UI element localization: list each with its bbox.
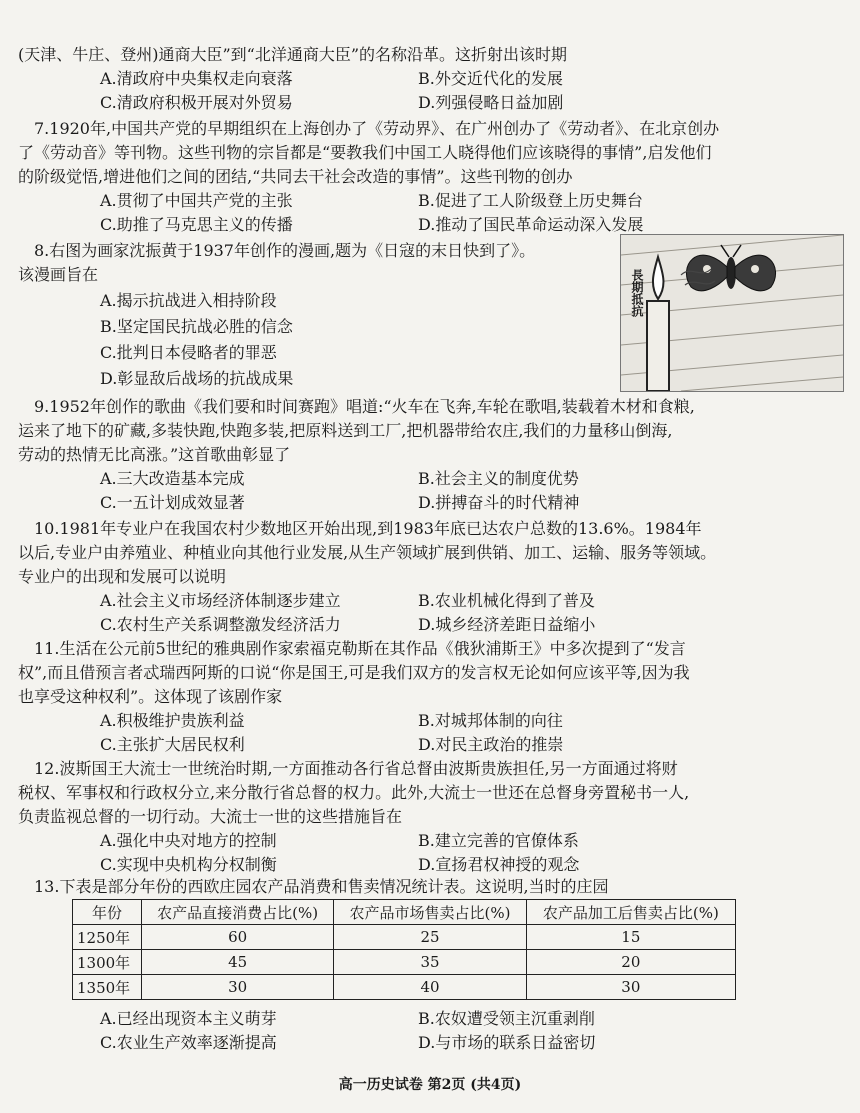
- q12-option-d: D.宣扬君权神授的观念: [418, 855, 580, 874]
- table-row: [73, 975, 736, 1000]
- q8-option-d: D.彰显敌后战场的抗战成果: [100, 369, 294, 388]
- q9-stem-line-1: 9.1952年创作的歌曲《我们要和时间赛跑》唱道:“火车在飞奔,车轮在歌唱,装载着木材和食粮,: [34, 397, 695, 416]
- q7-option-d: D.推动了国民革命运动深入发展: [418, 215, 644, 234]
- q7-stem-line-2: 了《劳动音》等刊物。这些刊物的宗旨都是“要教我们中国工人晓得他们应该晓得的事情”,启发他们: [18, 143, 712, 162]
- table-cell: 1350年: [73, 975, 142, 1000]
- table-cell: 30: [526, 975, 735, 1000]
- q7-option-c: C.助推了马克思主义的传播: [100, 215, 293, 234]
- q13-option-a: A.已经出现资本主义萌芽: [100, 1009, 277, 1028]
- q7-stem-line-3: 的阶级觉悟,增进他们之间的团结,“共同去干社会改造的事情”。这些刊物的创办: [18, 167, 573, 186]
- table-cell: 30: [142, 975, 334, 1000]
- q12-option-a: A.强化中央对地方的控制: [100, 831, 277, 850]
- cartoon-caption: 長期抵抗: [630, 269, 644, 317]
- cartoon-image: [620, 234, 844, 392]
- q6-option-b: B.外交近代化的发展: [418, 69, 563, 88]
- q10-option-c: C.农村生产关系调整激发经济活力: [100, 615, 341, 634]
- q9-option-d: D.拼搏奋斗的时代精神: [418, 493, 580, 512]
- q11-option-b: B.对城邦体制的向往: [418, 711, 563, 730]
- q8-option-a: A.揭示抗战进入相持阶段: [100, 291, 277, 310]
- q11-option-a: A.积极维护贵族利益: [100, 711, 245, 730]
- table-cell: 15: [526, 925, 735, 950]
- q12-stem-line-1: 12.波斯国王大流士一世统治时期,一方面推动各行省总督由波斯贵族担任,另一方面通过将财: [34, 759, 678, 778]
- q6-option-c: C.清政府积极开展对外贸易: [100, 93, 293, 112]
- statistics-table: [72, 899, 736, 1000]
- q11-stem-line-3: 也享受这种权利”。这体现了该剧作家: [18, 687, 283, 706]
- q6-option-d: D.列强侵略日益加剧: [418, 93, 564, 112]
- q11-stem-line-1: 11.生活在公元前5世纪的雅典剧作家索福克勒斯在其作品《俄狄浦斯王》中多次提到了“发言: [34, 639, 686, 658]
- q11-option-d: D.对民主政治的推崇: [418, 735, 564, 754]
- q8-stem-line-1: 8.右图为画家沈振黄于1937年创作的漫画,题为《日寇的末日快到了》。: [34, 241, 536, 260]
- table-header-cell: 农产品直接消费占比(%): [142, 900, 334, 925]
- table-cell: 1250年: [73, 925, 142, 950]
- q12-stem-line-2: 税权、军事权和行政权分立,来分散行省总督的权力。此外,大流士一世还在总督身旁置秘书一人,: [18, 783, 690, 802]
- q10-option-d: D.城乡经济差距日益缩小: [418, 615, 596, 634]
- table-header-row: [73, 900, 736, 925]
- table-row: [73, 925, 736, 950]
- q9-option-c: C.一五计划成效显著: [100, 493, 245, 512]
- table-cell: 45: [142, 950, 334, 975]
- table-cell: 25: [334, 925, 526, 950]
- q8-option-c: C.批判日本侵略者的罪恶: [100, 343, 277, 362]
- table-cell: 20: [526, 950, 735, 975]
- q9-stem-line-2: 运来了地下的矿藏,多装快跑,快跑多装,把原料送到工厂,把机器带给农庄,我们的力量移山倒海,: [18, 421, 673, 440]
- q9-stem-line-3: 劳动的热情无比高涨。”这首歌曲彰显了: [18, 445, 291, 464]
- q7-option-a: A.贯彻了中国共产党的主张: [100, 191, 293, 210]
- q8-option-b: B.坚定国民抗战必胜的信念: [100, 317, 293, 336]
- table-header-cell: 年份: [73, 900, 142, 925]
- q13-stem-line-1: 13.下表是部分年份的西欧庄园农产品消费和售卖情况统计表。这说明,当时的庄园: [34, 877, 609, 896]
- q13-option-b: B.农奴遭受领主沉重剥削: [418, 1009, 595, 1028]
- q12-stem-line-3: 负责监视总督的一切行动。大流士一世的这些措施旨在: [18, 807, 403, 826]
- q11-option-c: C.主张扩大居民权利: [100, 735, 245, 754]
- q10-stem-line-3: 专业户的出现和发展可以说明: [18, 567, 227, 586]
- table-cell: 1300年: [73, 950, 142, 975]
- table-row: [73, 950, 736, 975]
- q9-option-a: A.三大改造基本完成: [100, 469, 245, 488]
- table-header-cell: 农产品市场售卖占比(%): [334, 900, 526, 925]
- q8-stem-line-2: 该漫画旨在: [18, 265, 99, 284]
- table-header-cell: 农产品加工后售卖占比(%): [526, 900, 735, 925]
- q10-stem-line-1: 10.1981年专业户在我国农村少数地区开始出现,到1983年底已达农户总数的13.6%。1984年: [34, 519, 702, 538]
- q10-option-a: A.社会主义市场经济体制逐步建立: [100, 591, 341, 610]
- q12-option-b: B.建立完善的官僚体系: [418, 831, 579, 850]
- q7-option-b: B.促进了工人阶级登上历史舞台: [418, 191, 643, 210]
- q13-option-c: C.农业生产效率逐渐提高: [100, 1033, 277, 1052]
- page-footer: 高一历史试卷 第2页 (共4页): [338, 1077, 522, 1093]
- table-cell: 40: [334, 975, 526, 1000]
- q11-stem-line-2: 权”,而且借预言者忒瑞西阿斯的口说“你是国王,可是我们双方的发言权无论如何应该平等,因为我: [18, 663, 690, 682]
- q13-option-d: D.与市场的联系日益密切: [418, 1033, 596, 1052]
- q9-option-b: B.社会主义的制度优势: [418, 469, 579, 488]
- q10-option-b: B.农业机械化得到了普及: [418, 591, 595, 610]
- q7-stem-line-1: 7.1920年,中国共产党的早期组织在上海创办了《劳动界》、在广州创办了《劳动者》、在北京创办: [34, 119, 720, 138]
- q6-stem-line: (天津、牛庄、登州)通商大臣”到“北洋通商大臣”的名称沿革。这折射出该时期: [18, 45, 568, 64]
- table-cell: 60: [142, 925, 334, 950]
- q12-option-c: C.实现中央机构分权制衡: [100, 855, 277, 874]
- q6-option-a: A.清政府中央集权走向衰落: [100, 69, 293, 88]
- table-cell: 35: [334, 950, 526, 975]
- q10-stem-line-2: 以后,专业户由养殖业、种植业向其他行业发展,从生产领域扩展到供销、加工、运输、服务等领域。: [18, 543, 717, 562]
